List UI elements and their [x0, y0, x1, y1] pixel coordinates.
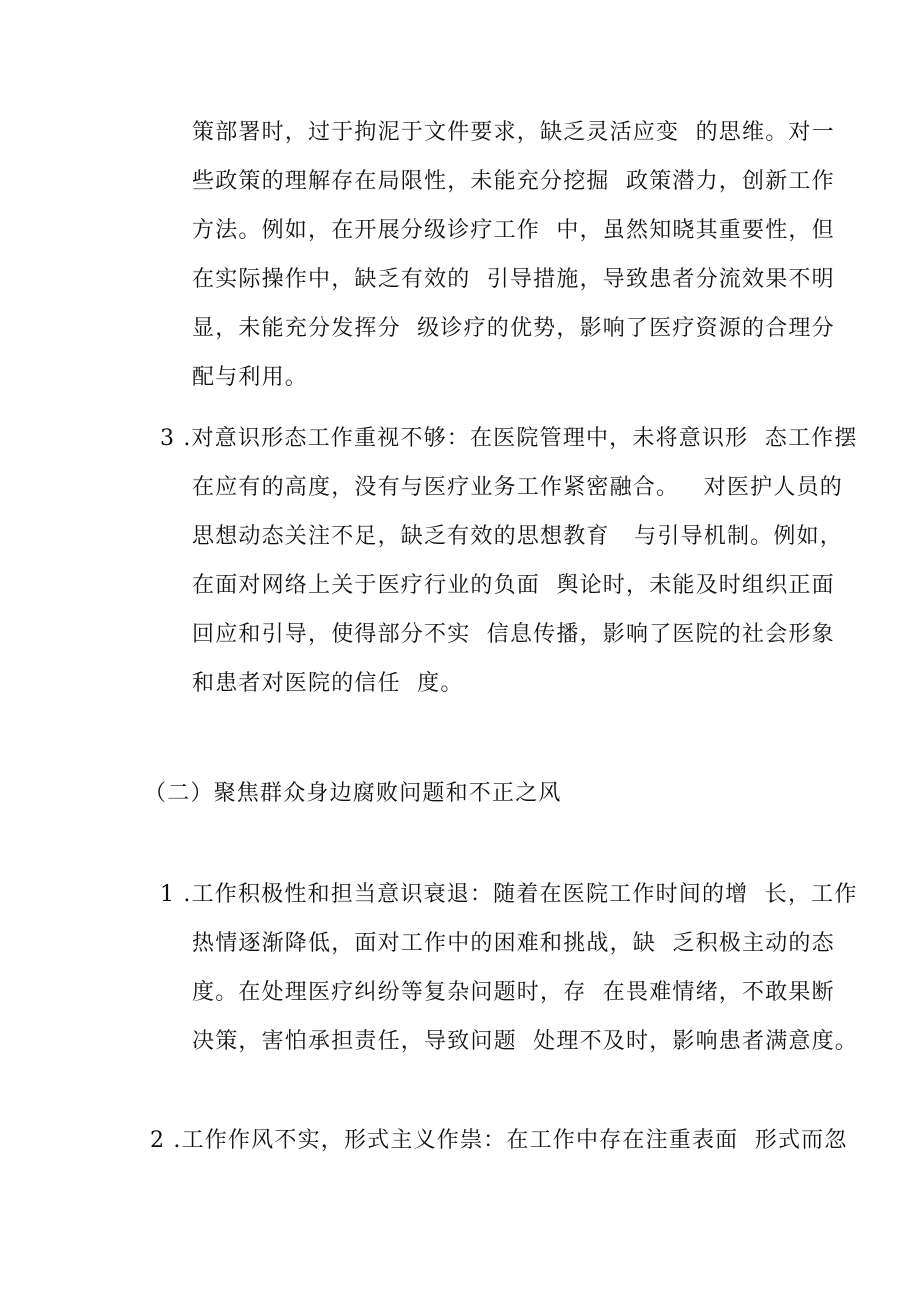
text-line: 决策，害怕承担责任，导致问题 处理不及时，影响患者满意度。 — [192, 1029, 858, 1054]
text-line: 在面对网络上关于医疗行业的负面 舆论时，未能及时组织正面 — [192, 573, 835, 598]
text-line: 3 .对意识形态工作重视不够：在医院管理中，未将意识形 态工作摆 — [160, 426, 858, 451]
text-line: 策部署时，过于拘泥于文件要求，缺乏灵活应变 的思维。对一 — [192, 120, 835, 145]
text-line: 2 .工作作风不实，形式主义作祟：在工作中存在注重表面 形式而忽 — [150, 1128, 848, 1153]
text-line: 思想动态关注不足，缺乏有效的思想教育 与引导机制。例如， — [192, 524, 843, 549]
text-line: 1 .工作积极性和担当意识衰退：随着在医院工作时间的增 长，工作 — [160, 882, 858, 907]
section-heading: （二）聚焦群众身边腐败问题和不正之风 — [144, 781, 562, 806]
text-line: 显，未能充分发挥分 级诊疗的优势，影响了医疗资源的合理分 — [192, 316, 835, 341]
text-line: 方法。例如，在开展分级诊疗工作 中，虽然知晓其重要性，但 — [192, 218, 835, 243]
text-line: 在实际操作中，缺乏有效的 引导措施，导致患者分流效果不明 — [192, 267, 835, 292]
text-line: 热情逐渐降低，面对工作中的困难和挑战，缺 乏积极主动的态 — [192, 931, 835, 956]
text-line: 和患者对医院的信任 度。 — [192, 671, 464, 696]
text-line: 在应有的高度，没有与医疗业务工作紧密融合。 对医护人员的 — [192, 475, 843, 500]
text-line: 些政策的理解存在局限性，未能充分挖掘 政策潜力，创新工作 — [192, 169, 835, 194]
text-line: 回应和引导，使得部分不实 信息传播，影响了医院的社会形象 — [192, 622, 835, 647]
text-line: 度。在处理医疗纠纷等复杂问题时，存 在畏难情绪，不敢果断 — [192, 980, 835, 1005]
text-line: 配与利用。 — [192, 365, 309, 390]
